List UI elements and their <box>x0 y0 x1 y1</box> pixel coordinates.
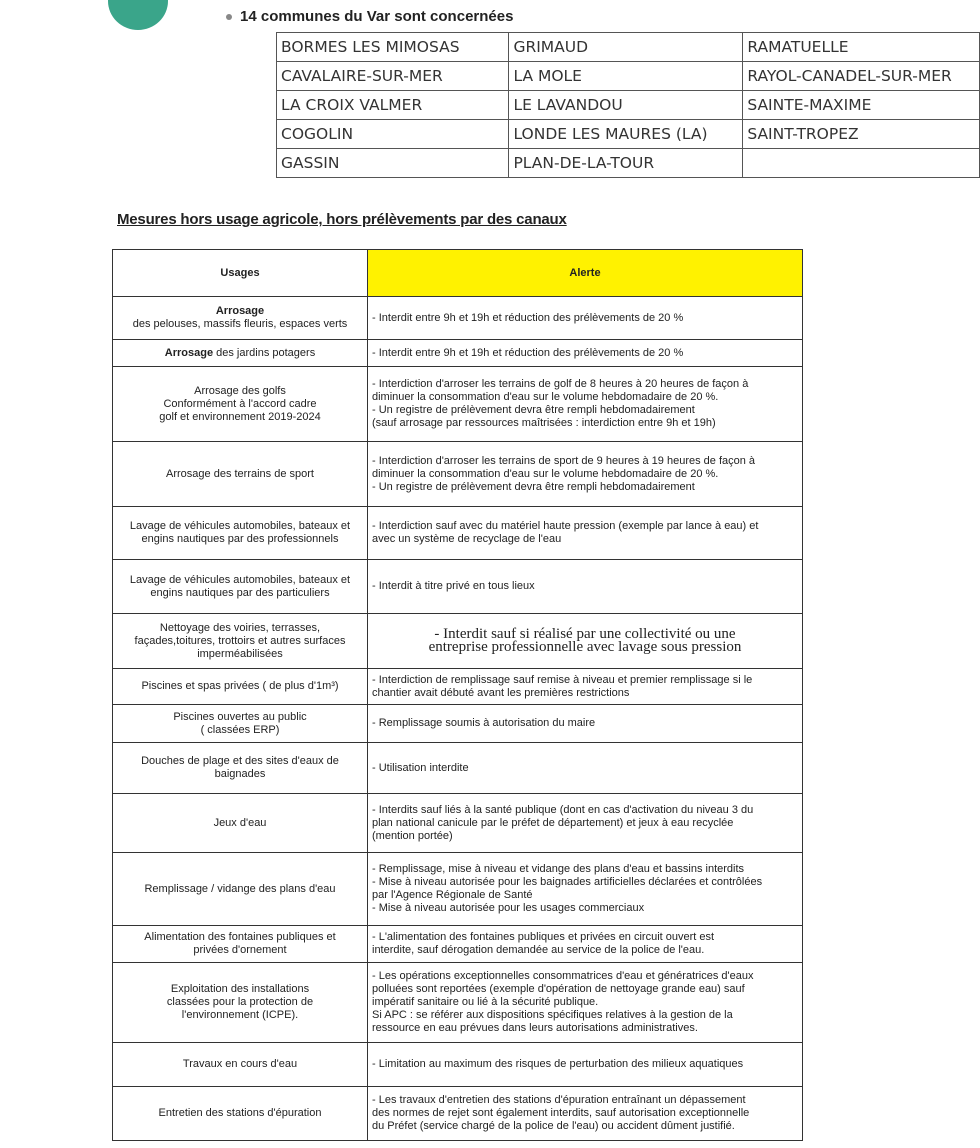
alerte-cell: - Les opérations exceptionnelles consommatrices d'eau et génératrices d'eaux polluées sont reportées (exemple d'opération de nettoyage grande eau) sauf impératif sanitaire ou lié à la sécurité publique. Si APC : se référer aux dispositions spécifiques relatives à la gestion de la ressource en eau prévues dans leurs autorisations administratives. <box>368 963 803 1043</box>
usage-text: Exploitation des installations classées pour la protection de l'environnement (ICPE). <box>166 983 314 1021</box>
measure-row <box>113 743 803 794</box>
usage-cell <box>113 614 368 669</box>
usage-cell <box>113 297 368 340</box>
measure-row <box>113 442 803 507</box>
usage-text: Remplissage / vidange des plans d'eau <box>144 882 336 895</box>
alerte-cell: - Remplissage, mise à niveau et vidange des plans d'eau et bassins interdits - Mise à niveau autorisée pour les baignades artificielles déclarées et contrôlées par l'Agence Régionale de Santé - Mise à niveau autorisée pour les usages commerciaux <box>368 853 803 926</box>
communes-table <box>276 32 980 178</box>
alerte-cell: - Interdiction d'arroser les terrains de golf de 8 heures à 20 heures de façon à diminuer la consommation d'eau sur le volume hebdomadaire de 20 %. - Un registre de prélèvement devra être rempli hebdomadairement (sauf arrosage par ressources maîtrisées : interdiction entre 9h et 19h) <box>368 367 803 442</box>
measure-row <box>113 705 803 743</box>
alerte-cell: - Limitation au maximum des risques de perturbation des milieux aquatiques <box>368 1043 803 1087</box>
alerte-cell: - Interdiction sauf avec du matériel haute pression (exemple par lance à eau) et avec un système de recyclage de l'eau <box>368 507 803 560</box>
commune-cell: COGOLIN <box>277 120 509 149</box>
measures-heading: Mesures hors usage agricole, hors prélèvements par des canaux <box>117 211 567 228</box>
measures-table <box>112 249 803 1141</box>
header-alerte: Alerte <box>368 250 803 297</box>
commune-cell: GASSIN <box>277 149 509 178</box>
commune-cell: GRIMAUD <box>509 33 743 62</box>
usage-text: Piscines et spas privées ( de plus d'1m³) <box>141 680 339 692</box>
usage-text: Travaux en cours d'eau <box>182 1058 298 1070</box>
header-usages: Usages <box>113 250 368 297</box>
measure-row <box>113 853 803 926</box>
usage-text: Piscines ouvertes au public ( classées ERP) <box>173 710 307 736</box>
commune-cell: LONDE LES MAURES (LA) <box>509 120 743 149</box>
usage-bold: Arrosage <box>215 305 265 317</box>
usage-text: des jardins potagers <box>213 346 316 359</box>
alerte-cell: - Les travaux d'entretien des stations d'épuration entraînant un dépassement des normes de rejet sont également interdits, sauf autorisation exceptionnelle du Préfet (service chargé de la police de l'eau) ou accident dûment justifié. <box>368 1087 803 1141</box>
alerte-cell: - Interdiction de remplissage sauf remise à niveau et premier remplissage si le chantier avait débuté avant les premières restrictions <box>368 669 803 705</box>
commune-row <box>277 62 980 91</box>
usage-cell <box>113 669 368 705</box>
usage-text: Jeux d'eau <box>213 816 267 829</box>
commune-cell: RAYOL-CANADEL-SUR-MER <box>743 62 980 91</box>
commune-cell <box>743 149 980 178</box>
measure-row <box>113 669 803 705</box>
alerte-cell: - L'alimentation des fontaines publiques et privées en circuit ouvert est interdite, sauf dérogation demandée au service de la police de l'eau. <box>368 926 803 963</box>
usage-text: des pelouses, massifs fleuris, espaces verts <box>132 318 348 330</box>
usage-text: Alimentation des fontaines publiques et privées d'ornement <box>144 931 336 956</box>
communes-bullet <box>226 8 513 25</box>
alerte-cell: - Remplissage soumis à autorisation du maire <box>368 705 803 743</box>
measure-row <box>113 1043 803 1087</box>
bullet-icon <box>226 14 232 20</box>
usage-text: Entretien des stations d'épuration <box>158 1107 322 1119</box>
alerte-cell: - Interdiction d'arroser les terrains de sport de 9 heures à 19 heures de façon à diminuer la consommation d'eau sur le volume hebdomadaire de 20 %. - Un registre de prélèvement devra être rempli hebdomadairement <box>368 442 803 507</box>
commune-row <box>277 91 980 120</box>
commune-cell: BORMES LES MIMOSAS <box>277 33 509 62</box>
commune-cell: CAVALAIRE-SUR-MER <box>277 62 509 91</box>
usage-cell <box>113 794 368 853</box>
measure-row <box>113 297 803 340</box>
alerte-cell: - Interdit sauf si réalisé par une collectivité ou une entreprise professionnelle avec lavage sous pression <box>368 614 803 669</box>
commune-row <box>277 149 980 178</box>
measure-row <box>113 614 803 669</box>
usage-text: Arrosage des terrains de sport <box>166 467 314 480</box>
commune-cell: LE LAVANDOU <box>509 91 743 120</box>
commune-cell: SAINTE-MAXIME <box>743 91 980 120</box>
measure-row <box>113 1087 803 1141</box>
measure-row <box>113 926 803 963</box>
measure-row <box>113 794 803 853</box>
usage-cell <box>113 560 368 614</box>
commune-cell: PLAN-DE-LA-TOUR <box>509 149 743 178</box>
measure-row <box>113 963 803 1043</box>
usage-cell <box>113 442 368 507</box>
usage-bold: Arrosage <box>164 346 214 359</box>
usage-cell <box>113 340 368 367</box>
alerte-cell: - Interdit entre 9h et 19h et réduction des prélèvements de 20 % <box>368 297 803 340</box>
measure-row <box>113 367 803 442</box>
commune-row <box>277 120 980 149</box>
measure-row <box>113 560 803 614</box>
usage-text: Nettoyage des voiries, terrasses, façades,toitures, trottoirs et autres surfaces imperméabilisées <box>134 621 346 660</box>
commune-cell: LA CROIX VALMER <box>277 91 509 120</box>
usage-cell <box>113 853 368 926</box>
usage-cell <box>113 507 368 560</box>
commune-cell: SAINT-TROPEZ <box>743 120 980 149</box>
usage-text: Arrosage des golfs Conformément à l'accord cadre golf et environnement 2019-2024 <box>159 384 321 423</box>
measure-row <box>113 340 803 367</box>
logo <box>108 0 168 30</box>
commune-cell: LA MOLE <box>509 62 743 91</box>
bullet-text: 14 communes du Var sont concernées <box>240 8 514 25</box>
usage-text: Lavage de véhicules automobiles, bateaux et engins nautiques par des professionnels <box>129 520 351 545</box>
usage-text: Lavage de véhicules automobiles, bateaux et engins nautiques par des particuliers <box>129 573 351 599</box>
usage-cell <box>113 1043 368 1087</box>
measure-row <box>113 507 803 560</box>
alerte-cell: - Interdit à titre privé en tous lieux <box>368 560 803 614</box>
alerte-cell: - Interdits sauf liés à la santé publique (dont en cas d'activation du niveau 3 du plan national canicule par le préfet de département) et jeux à eau recyclée (mention portée) <box>368 794 803 853</box>
usage-cell <box>113 743 368 794</box>
commune-row <box>277 33 980 62</box>
alerte-cell: - Interdit entre 9h et 19h et réduction des prélèvements de 20 % <box>368 340 803 367</box>
usage-cell <box>113 367 368 442</box>
usage-cell <box>113 926 368 963</box>
usage-text: Douches de plage et des sites d'eaux de baignades <box>141 755 339 780</box>
usage-cell <box>113 963 368 1043</box>
commune-cell: RAMATUELLE <box>743 33 980 62</box>
usage-cell <box>113 705 368 743</box>
alerte-cell: - Utilisation interdite <box>368 743 803 794</box>
usage-cell <box>113 1087 368 1141</box>
